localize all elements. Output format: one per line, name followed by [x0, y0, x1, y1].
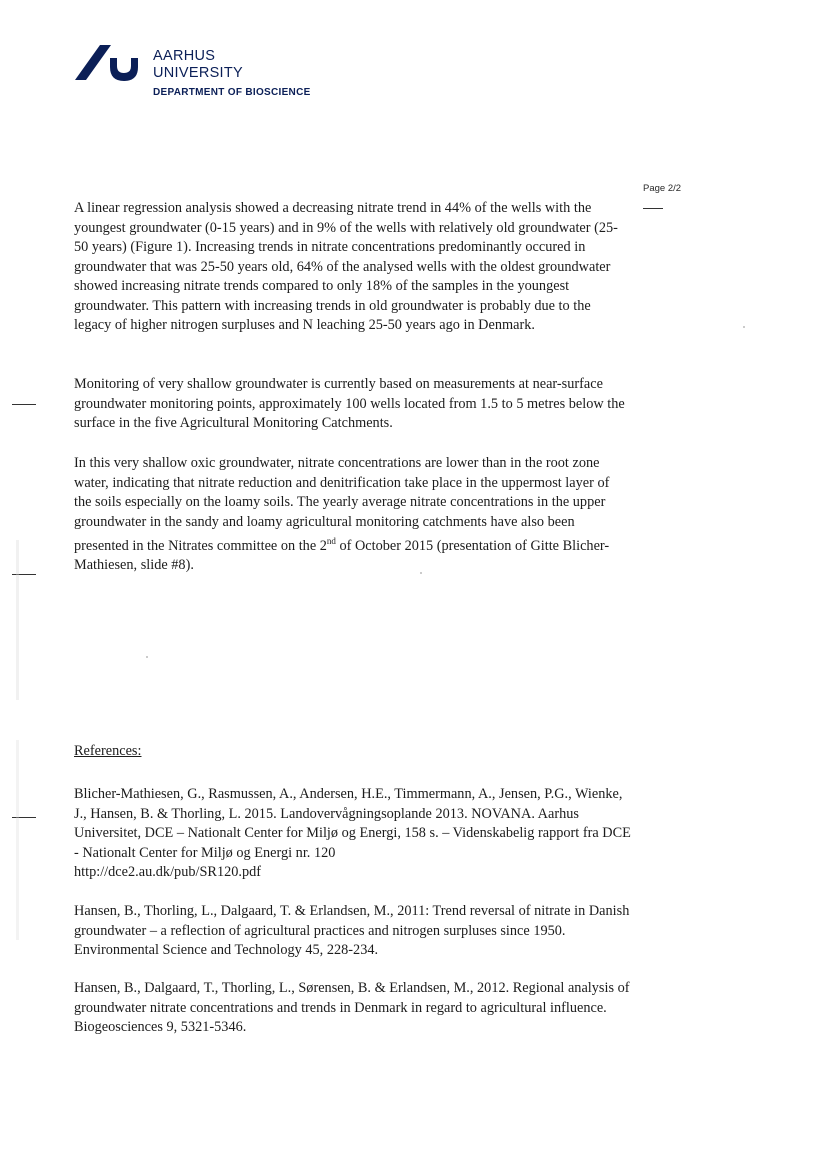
paragraph-text: Monitoring of very shallow groundwater is currently based on measurements at near-surface groundwater monitoring points, approximately 100 wells located from 1.5 to 5 metres below the surface in the five Agricultural Monitoring Catchments. [74, 376, 625, 431]
paragraph-text-part1: In this very shallow oxic groundwater, nitrate concentrations are lower than in the root zone water, indicating that nitrate reduction and denitrification take place in the uppermost layer of the soils especially on the loamy soils. The yearly average nitrate concentrations in the upper groundwater in the sandy and loamy agricultural monitoring catchments have also been presented in the Nitrates committee on the 2 [74, 455, 610, 554]
reference-text: Hansen, B., Dalgaard, T., Thorling, L., Sørensen, B. & Erlandsen, M., 2012. Regional analysis of groundwater nitrate concentrations and trends in Denmark in regard to agricultural influence. Biogeosciences 9, 5321-5346. [74, 980, 630, 1035]
margin-mark-top [12, 404, 36, 405]
ordinal-suffix: nd [326, 536, 336, 546]
paragraph-shallow-monitoring [74, 375, 630, 434]
page-number-dash [643, 208, 663, 209]
scan-speck [743, 326, 745, 328]
reference-text: Blicher-Mathiesen, G., Rasmussen, A., Andersen, H.E., Timmermann, A., Jensen, P.G., Wienke, J., Hansen, B. & Thorling, L. 2015. Landovervågningsoplande 2013. NOVANA. Aarhus Universitet, DCE – Nationalt Center for Miljø og Energi, 158 s. – Videnskabelig rapport fra DCE - Nationalt Center for Miljø og Energi nr. 120 [74, 786, 631, 861]
reference-item [74, 902, 634, 961]
paragraph-text-part2: of October 2015 (presentation of Gitte Blicher-Mathiesen, slide #8). [74, 537, 610, 574]
scan-speck [146, 656, 148, 658]
scan-artifact [16, 540, 19, 700]
university-name-line1: AARHUS [153, 48, 216, 64]
paragraph-regression-analysis [74, 199, 630, 336]
department-name: DEPARTMENT OF BIOSCIENCE [153, 87, 311, 98]
university-name-line2: UNIVERSITY [153, 65, 244, 81]
reference-link[interactable]: http://dce2.au.dk/pub/SR120.pdf [74, 864, 262, 880]
scan-artifact [16, 740, 19, 940]
page-number: Page 2/2 [643, 183, 682, 194]
references-heading: References: [74, 743, 142, 759]
paragraph-text [74, 454, 630, 576]
reference-item [74, 979, 634, 1038]
reference-item [74, 785, 634, 883]
reference-text: Hansen, B., Thorling, L., Dalgaard, T. & Erlandsen, M., 2011: Trend reversal of nitrate in Danish groundwater – a reflection of agricultural practices and nitrogen surpluses since 1950. Environmental Science and Technology 45, 228-234. [74, 903, 630, 958]
paragraph-oxic-groundwater [74, 454, 630, 576]
paragraph-text: A linear regression analysis showed a decreasing nitrate trend in 44% of the wells with the youngest groundwater (0-15 years) and in 9% of the wells with relatively old groundwater (25-50 years) (Figure 1). Increasing trends in nitrate concentrations predominantly occured in groundwater that was 25-50 years old, 64% of the analysed wells with the oldest groundwater showed increasing nitrate trends compared to only 18% of the samples in the youngest groundwater. This pattern with increasing trends in old groundwater is probably due to the legacy of higher nitrogen surpluses and N leaching 25-50 years ago in Denmark. [74, 200, 618, 333]
university-wordmark [153, 48, 311, 98]
aarhus-university-logo-icon [74, 44, 144, 84]
